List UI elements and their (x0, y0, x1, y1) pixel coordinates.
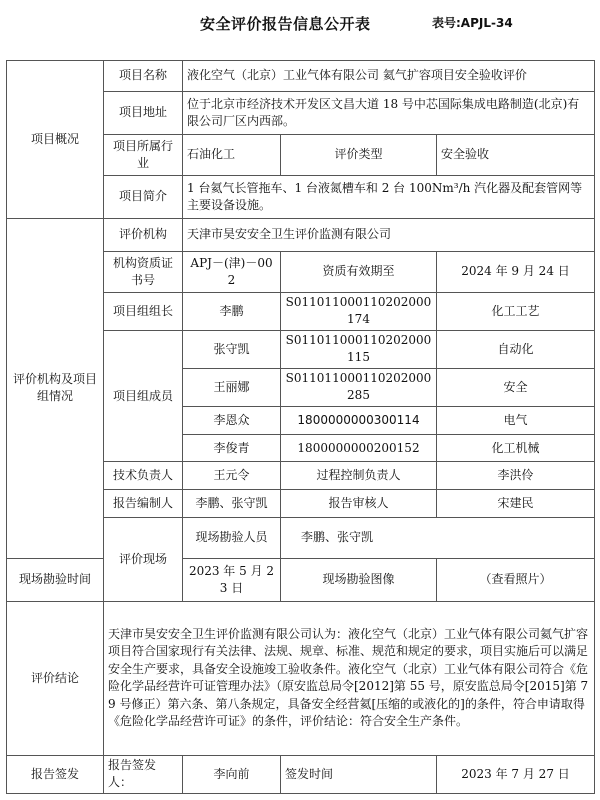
value-conclusion: 天津市昊安安全卫生评价监测有限公司认为：液化空气（北京）工业气体有限公司氦气扩容项目符合国家现行有关法律、法规、规章、标准、规范和规定的要求，项目实施后可以满足安全生产要求，具备安全设施竣工验收条件。液化空气（北京）工业气体有限公司符合《危险化学品经营许可证管理办法》（原安监总局令[2012]第 55 号，原安监总局令[2015]第 79 号修正）第六条、第八条规定，具备安全经营氦[压缩的或液化的]的条件，符合申请取得《危险化学品经营许可证》的条件，评价结论：符合安全生产条件。 (104, 601, 595, 755)
value-issue-time: 2023 年 7 月 27 日 (437, 755, 595, 793)
leader-id: S011011000110202000174 (281, 292, 437, 330)
value-eval-type: 安全验收 (437, 134, 595, 175)
row-conclusion (7, 601, 595, 755)
label-eval-type: 评价类型 (281, 134, 437, 175)
member-id: 1800000000300114 (281, 406, 437, 434)
member-field: 化工机械 (437, 434, 595, 462)
value-industry: 石油化工 (183, 134, 281, 175)
member-field: 电气 (437, 406, 595, 434)
member-name: 李俊青 (183, 434, 281, 462)
leader-name: 李鹏 (183, 292, 281, 330)
value-process: 李洪伶 (437, 462, 595, 490)
member-id: S011011000110202000285 (281, 368, 437, 406)
value-intro: 1 台氦气长管拖车、1 台液氮槽车和 2 台 100Nm³/h 汽化器及配套管网等主要设备设施。 (183, 175, 595, 218)
label-surveyor: 现场勘验人员 (183, 517, 281, 558)
row-project-name (7, 61, 595, 92)
header (0, 0, 600, 44)
section-conclusion: 评价结论 (7, 601, 104, 755)
member-id: S011011000110202000115 (281, 330, 437, 368)
row-survey-time (7, 558, 595, 601)
value-tech: 王元令 (183, 462, 281, 490)
row-agency (7, 219, 595, 252)
label-tech: 技术负责人 (104, 462, 183, 490)
value-author: 李鹏、张守凯 (183, 490, 281, 518)
row-issue (7, 755, 595, 793)
label-author: 报告编制人 (104, 490, 183, 518)
label-industry: 项目所属行业 (104, 134, 183, 175)
form-number: 表号:APJL-34 (432, 16, 513, 30)
member-id: 1800000000200152 (281, 434, 437, 462)
leader-field: 化工工艺 (437, 292, 595, 330)
section-issue: 报告签发 (7, 755, 104, 793)
view-photos-link[interactable]: （查看照片） (437, 558, 595, 601)
value-survey-time: 2023 年 5 月 23 日 (183, 558, 281, 601)
label-process: 过程控制负责人 (281, 462, 437, 490)
label-reviewer: 报告审核人 (281, 490, 437, 518)
value-surveyor: 李鹏、张守凯 (281, 517, 595, 558)
section-org: 评价机构及项目组情况 (7, 219, 104, 559)
member-field: 安全 (437, 368, 595, 406)
value-signer: 李向前 (183, 755, 281, 793)
member-name: 李恩众 (183, 406, 281, 434)
label-validity: 资质有效期至 (281, 251, 437, 292)
value-reviewer: 宋建民 (437, 490, 595, 518)
label-survey-time: 现场勘验时间 (7, 558, 104, 601)
label-signer: 报告签发人： (104, 755, 183, 793)
label-cert: 机构资质证书号 (104, 251, 183, 292)
value-cert: APJ－(津)－002 (183, 251, 281, 292)
value-agency: 天津市昊安安全卫生评价监测有限公司 (183, 219, 595, 252)
section-site: 评价现场 (104, 517, 183, 601)
page-title: 安全评价报告信息公开表 (200, 15, 371, 33)
label-agency: 评价机构 (104, 219, 183, 252)
member-field: 自动化 (437, 330, 595, 368)
info-table (6, 60, 595, 794)
label-issue-time: 签发时间 (281, 755, 437, 793)
label-project-name: 项目名称 (104, 61, 183, 92)
label-project-address: 项目地址 (104, 91, 183, 134)
label-leader: 项目组组长 (104, 292, 183, 330)
value-project-address: 位于北京市经济技术开发区文昌大道 18 号中芯国际集成电路制造(北京)有限公司厂区内西部。 (183, 91, 595, 134)
section-overview: 项目概况 (7, 61, 104, 219)
value-validity: 2024 年 9 月 24 日 (437, 251, 595, 292)
label-intro: 项目简介 (104, 175, 183, 218)
member-name: 张守凯 (183, 330, 281, 368)
member-name: 王丽娜 (183, 368, 281, 406)
label-survey-image: 现场勘验图像 (281, 558, 437, 601)
value-project-name: 液化空气（北京）工业气体有限公司 氦气扩容项目安全验收评价 (183, 61, 595, 92)
label-members: 项目组成员 (104, 330, 183, 461)
